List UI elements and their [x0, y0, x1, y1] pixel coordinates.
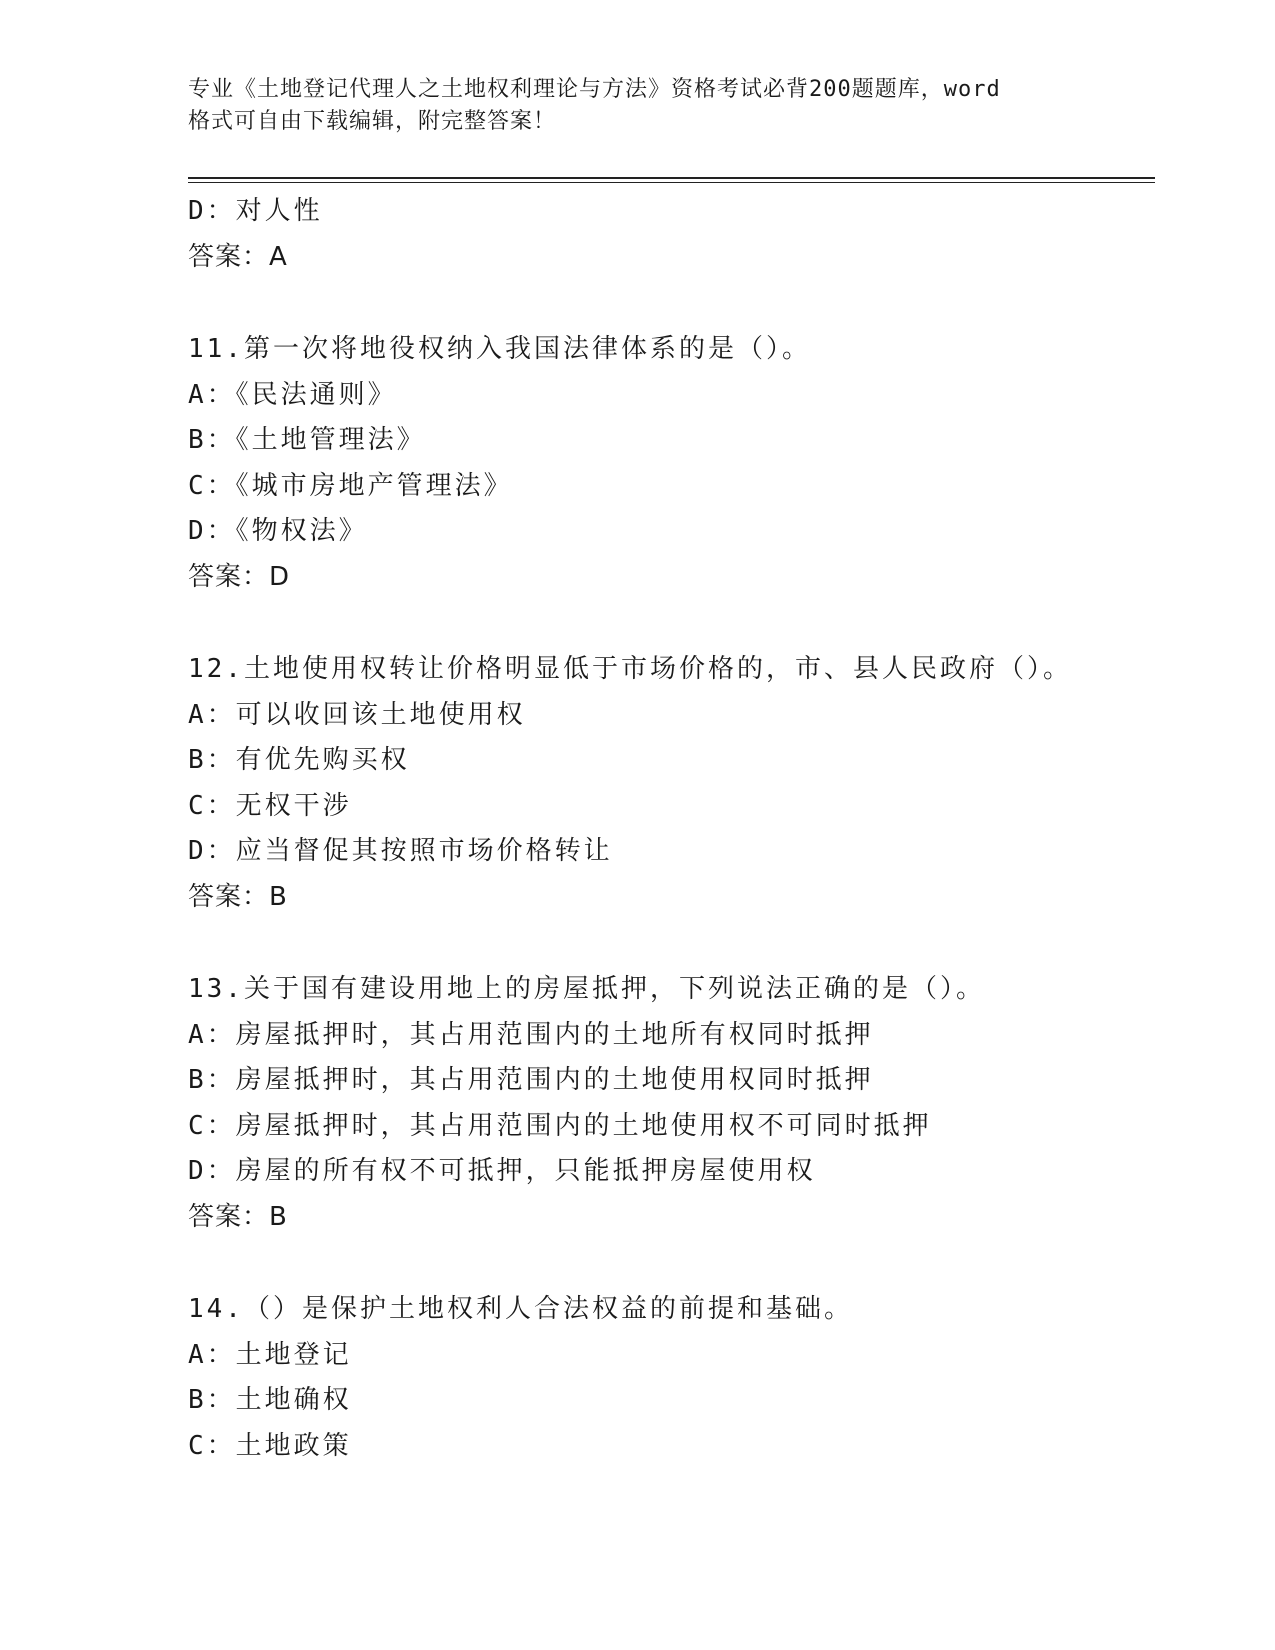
question-text: 11.第一次将地役权纳入我国法律体系的是（）。 [188, 334, 811, 364]
option-c: C：房屋抵押时，其占用范围内的土地使用权不可同时抵押 [188, 1110, 932, 1141]
spacer [188, 1240, 1148, 1287]
option-a: A：《民法通则》 [188, 379, 397, 410]
option-c: C：《城市房地产管理法》 [188, 470, 513, 501]
spacer [188, 280, 1148, 327]
option-d: D：房屋的所有权不可抵押，只能抵押房屋使用权 [188, 1156, 816, 1186]
option-c: C：无权干涉 [188, 790, 352, 821]
option-b: B：土地确权 [188, 1385, 352, 1415]
header-divider-thick [188, 177, 1155, 179]
question-block-12 [188, 647, 1148, 920]
question-block-11 [188, 327, 1148, 600]
option-a: A：房屋抵押时，其占用范围内的土地所有权同时抵押 [188, 1019, 874, 1050]
option-d: D：对人性 [188, 196, 323, 226]
option-b: B：《土地管理法》 [188, 425, 426, 455]
option-d: D：应当督促其按照市场价格转让 [188, 836, 613, 866]
option-a: A：土地登记 [188, 1339, 352, 1370]
answer-line: 答案：B [188, 881, 288, 912]
option-c: C：土地政策 [188, 1430, 352, 1461]
question-block-14 [188, 1287, 1148, 1469]
header-divider-thin [188, 182, 1155, 183]
option-a: A：可以收回该土地使用权 [188, 699, 526, 730]
question-list [188, 189, 1148, 1469]
answer-line: 答案：A [188, 241, 288, 272]
question-text: 12.土地使用权转让价格明显低于市场价格的，市、县人民政府（）。 [188, 654, 1072, 684]
document-header [188, 74, 1068, 138]
question-text: 14.（）是保护土地权利人合法权益的前提和基础。 [188, 1294, 853, 1324]
question-block-13 [188, 967, 1148, 1240]
header-line-1: 专业《土地登记代理人之土地权利理论与方法》资格考试必背200题题库，word [188, 77, 1001, 102]
previous-question-tail [188, 189, 1148, 280]
option-b: B：房屋抵押时，其占用范围内的土地使用权同时抵押 [188, 1065, 874, 1095]
header-line-2: 格式可自由下载编辑，附完整答案！ [188, 109, 557, 134]
answer-line: 答案：D [188, 561, 291, 592]
option-b: B：有优先购买权 [188, 745, 410, 775]
option-d: D：《物权法》 [188, 516, 368, 546]
answer-line: 答案：B [188, 1201, 288, 1232]
spacer [188, 600, 1148, 647]
question-text: 13.关于国有建设用地上的房屋抵押，下列说法正确的是（）。 [188, 974, 985, 1004]
spacer [188, 920, 1148, 967]
